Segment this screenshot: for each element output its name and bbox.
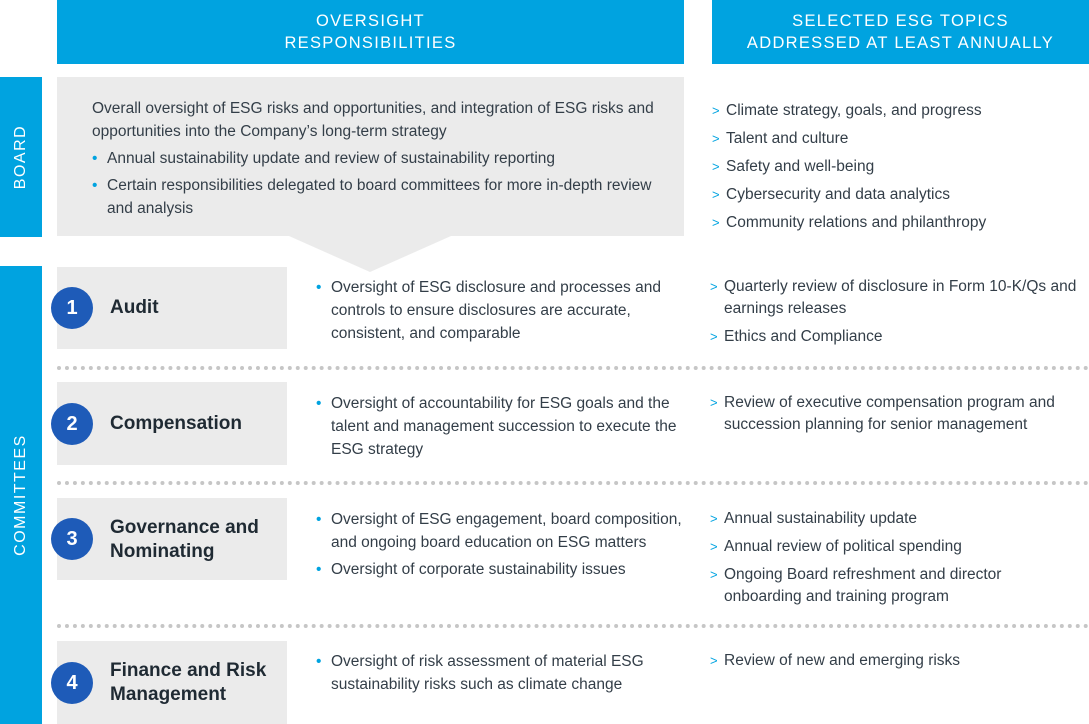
board-arrow: [289, 236, 451, 272]
oversight-header: [57, 0, 684, 64]
committee-number-badge: 2: [51, 403, 93, 445]
board-bullet: • Certain responsibilities delegated to board committees for more in-depth review and analysis: [92, 174, 664, 220]
board-topic: > Talent and culture: [712, 128, 1082, 150]
committee-topic: > Ethics and Compliance: [710, 326, 1088, 348]
committee-topic: > Annual sustainability update: [710, 508, 1080, 530]
oversight-header-label: OVERSIGHT RESPONSIBILITIES: [284, 12, 457, 52]
committee-oversight-item: • Oversight of corporate sustainability issues: [316, 558, 691, 581]
committee-topic: > Ongoing Board refreshment and director onboarding and training program: [710, 564, 1080, 608]
committee-audit-box: [57, 267, 287, 349]
topics-header-label: SELECTED ESG TOPICS ADDRESSED AT LEAST ANNUALLY: [746, 12, 1055, 52]
committee-topic: > Review of executive compensation program and succession planning for senior management: [710, 392, 1089, 436]
board-oversight-panel: [57, 77, 684, 236]
committees-sidebar: [0, 266, 42, 724]
committee-oversight-item: • Oversight of risk assessment of material ESG sustainability risks such as climate change: [316, 650, 691, 696]
committee-number-badge: 3: [51, 518, 93, 560]
committee-compensation-topics: [710, 392, 1089, 442]
committee-topic: > Review of new and emerging risks: [710, 650, 1080, 672]
board-sidebar: [0, 77, 42, 237]
committee-topic: > Quarterly review of disclosure in Form 10-K/Qs and earnings releases: [710, 276, 1088, 320]
committee-oversight-item: • Oversight of ESG engagement, board composition, and ongoing board education on ESG matters: [316, 508, 691, 554]
committee-name: Governance and Nominating: [110, 517, 259, 562]
committee-number-badge: 4: [51, 662, 93, 704]
committee-audit-oversight: [316, 276, 691, 349]
board-topic: > Safety and well-being: [712, 156, 1082, 178]
committees-label: COMMITTEES: [12, 434, 29, 556]
committee-name: Finance and Risk Management: [110, 660, 267, 705]
committee-finance-risk-topics: [710, 650, 1080, 678]
board-topic: > Climate strategy, goals, and progress: [712, 100, 1082, 122]
board-intro: Overall oversight of ESG risks and opportunities, and integration of ESG risks and opportunities into the Company’s long-term strategy: [92, 100, 654, 140]
board-label: BOARD: [12, 124, 29, 190]
committee-name: Compensation: [110, 413, 242, 434]
committee-name: Audit: [110, 297, 159, 318]
committee-oversight-item: • Oversight of accountability for ESG goals and the talent and management succession to execute the ESG strategy: [316, 392, 691, 461]
committee-number-badge: 1: [51, 287, 93, 329]
section-divider: [57, 366, 1089, 370]
topics-header: [712, 0, 1089, 64]
section-divider: [57, 481, 1089, 485]
board-topic: > Community relations and philanthropy: [712, 212, 1082, 234]
committee-finance-risk-oversight: [316, 650, 691, 700]
committee-compensation-oversight: [316, 392, 691, 465]
board-topic: > Cybersecurity and data analytics: [712, 184, 1082, 206]
committee-governance-oversight: [316, 508, 691, 585]
section-divider: [57, 624, 1089, 628]
committee-topic: > Annual review of political spending: [710, 536, 1080, 558]
board-bullet: • Annual sustainability update and review of sustainability reporting: [92, 147, 664, 170]
board-topics-list: [712, 100, 1082, 240]
committee-finance-risk-box: [57, 641, 287, 724]
committee-governance-box: [57, 498, 287, 580]
committee-compensation-box: [57, 382, 287, 465]
committee-governance-topics: [710, 508, 1080, 614]
committee-oversight-item: • Oversight of ESG disclosure and processes and controls to ensure disclosures are accurate, consistent, and comparable: [316, 276, 691, 345]
committee-audit-topics: [710, 276, 1088, 354]
